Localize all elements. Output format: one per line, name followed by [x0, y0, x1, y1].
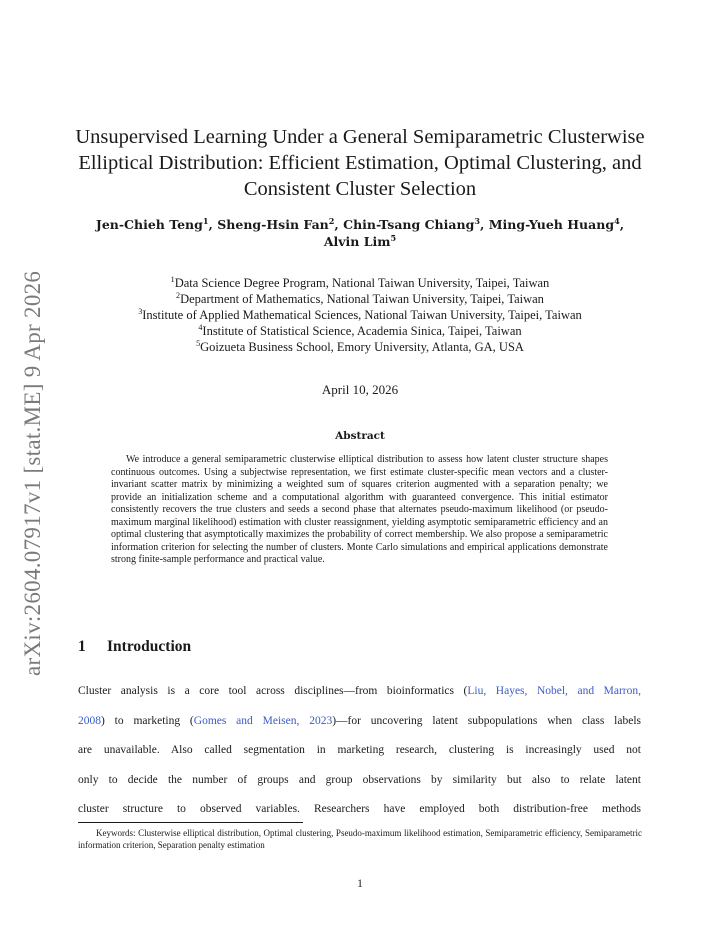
text-line: are unavailable. Also called segmentation in marketing research, clustering is increasingly used not — [78, 744, 641, 757]
abstract-heading: Abstract — [335, 430, 385, 442]
paper-title — [70, 124, 650, 202]
author-affil-mark: 5 — [390, 232, 397, 243]
abstract-body: We introduce a general semiparametric clusterwise elliptical distribution to assess how latent cluster structure shapes continuous outcomes. Using a subjectwise representation, we first estimate cluster-specific mean vectors and a cluster-invariant scatter matrix by minimizing a weighted sum of squares criterion augmented with a separation penalty; we provide an initialization scheme and a computational algorithm with guaranteed convergence. This initial estimator consistently recovers the true clusters and seeds a second phase that alternates pseudo-maximum likelihood (or pseudo-maximum marginal likelihood) estimation with cluster reassignment, yielding asymptotic semiparametric efficiency and an optimal clustering that asymptotically maximizes the probability of correct membership. We also propose a semiparametric information criterion for selecting the number of clusters. Monte Carlo simulations and empirical applications demonstrate strong finite-sample performance and practical value. — [111, 454, 608, 565]
author-list: Jen-Chieh Teng$^1$, Sheng-Hsin Fan$^2$, Chin-Tsang Chiang$^3$, Ming-Yueh Huang$^4$, Alvin Lim$^5$ — [95, 215, 625, 249]
page-number: 1 — [357, 878, 363, 890]
author-name: Jen-Chieh Teng — [95, 217, 203, 232]
affiliation: $^1$Data Science Degree Program, National Taiwan University, Taipei, Taiwan — [170, 274, 550, 290]
keywords-footnote: Keywords: Clusterwise elliptical distribution, Optimal clustering, Pseudo-maximum likelihood estimation, Semiparametric efficiency, Semiparametric information criterion, Separation penalty estimation — [78, 828, 642, 850]
author-name: Alvin Lim — [323, 234, 391, 249]
arxiv-identifier: arXiv:2604.07917v1 [stat.ME] 9 Apr 2026 — [20, 270, 45, 676]
citation-link[interactable]: Gomes and Meisen, 2023 — [193, 714, 333, 727]
author-name: Ming-Yueh Huang — [488, 217, 615, 232]
title-line-1: Unsupervised Learning Under a General Semiparametric Clusterwise — [75, 126, 645, 148]
footnote-rule — [78, 822, 303, 823]
section-number: 1 — [78, 638, 86, 655]
section-heading — [78, 638, 191, 656]
text-line: cluster structure to observed variables. Researchers have employed both distribution-free methods — [78, 803, 641, 816]
citation-link[interactable]: Liu, Hayes, Nobel, and Marron, — [467, 685, 642, 697]
text-line: 2008) to marketing (Gomes and Meisen, 2023)—for uncovering latent subpopulations when class labels — [78, 714, 641, 727]
author-name: Sheng-Hsin Fan — [217, 217, 329, 232]
text-line: only to decide the number of groups and group observations by similarity but also to relate latent — [78, 773, 641, 786]
author-affil-mark: 2 — [328, 215, 335, 226]
title-line-2: Elliptical Distribution: Efficient Estimation, Optimal Clustering, and — [78, 152, 642, 174]
affiliation: $^4$Institute of Statistical Science, Academia Sinica, Taipei, Taiwan — [198, 322, 522, 338]
affiliation: $^3$Institute of Applied Mathematical Sciences, National Taiwan University, Taipei, Taiwan — [138, 306, 582, 322]
author-name: Chin-Tsang Chiang — [343, 217, 475, 232]
section-title: Introduction — [107, 638, 192, 655]
affiliation: $^2$Department of Mathematics, National Taiwan University, Taipei, Taiwan — [176, 290, 544, 306]
author-affil-mark: 4 — [614, 215, 620, 226]
publication-date: April 10, 2026 — [321, 382, 399, 397]
text-line: Cluster analysis is a core tool across disciplines—from bioinformatics (Liu, Hayes, Nobel, and Marron, — [78, 685, 642, 697]
title-line-3: Consistent Cluster Selection — [243, 178, 477, 200]
citation-link[interactable]: 2008 — [78, 714, 101, 727]
affiliation: $^5$Goizueta Business School, Emory University, Atlanta, GA, USA — [196, 338, 524, 354]
introduction-paragraph — [78, 677, 641, 825]
author-affil-mark: 3 — [474, 215, 480, 226]
author-affil-mark: 1 — [202, 215, 209, 226]
affiliation-list — [60, 275, 660, 355]
